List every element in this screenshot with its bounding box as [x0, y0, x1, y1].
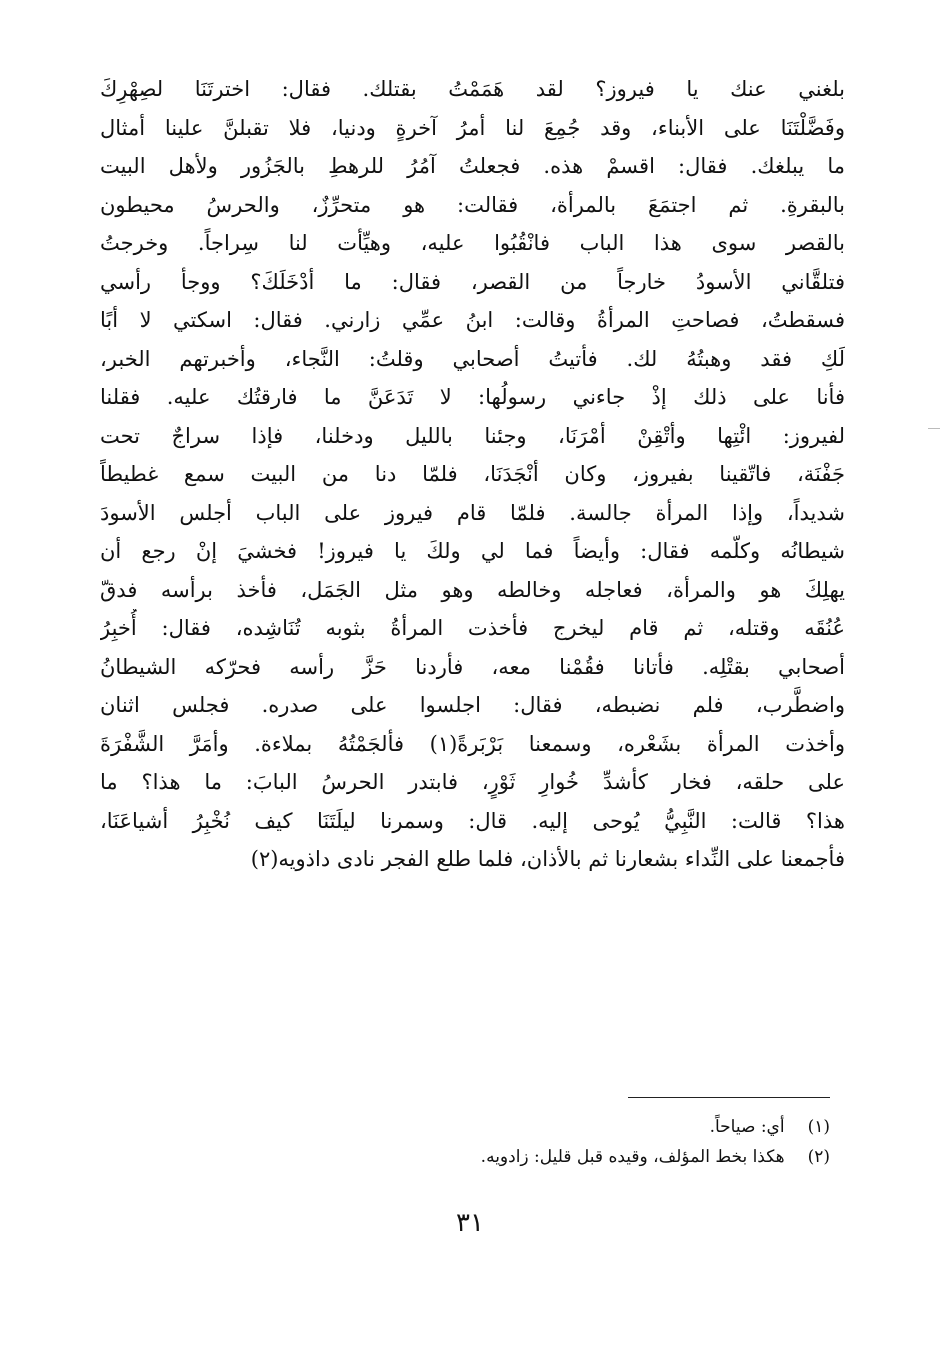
footnote-2 — [230, 1142, 830, 1172]
text-line: بالبقرةِ. ثم اجتمَعَ بالمرأة، فقالت: هو متحرِّزٌ، والحرسُ محيطون — [100, 192, 845, 217]
margin-mark — [928, 428, 940, 429]
text-line: لفيروز: ائْتِها وأتْقِنْ أمْرَنَا، وجئنا بالليل ودخلنا، فإذا سراجٌ تحت — [100, 423, 845, 448]
footnote-text: أي: صياحاً. — [709, 1117, 785, 1137]
main-text-block — [100, 70, 845, 879]
text-line: شديداً، وإذا المرأة جالسة. فلمّا قام فيروز على الباب أجلس الأسودَ — [100, 500, 845, 525]
page-number: ٣١ — [456, 1208, 484, 1238]
text-line: هذا؟ قالت: النَّبِيُّ يُوحى إليه. قال: وسمرنا ليلَتَنَا كيف نُخْبِرُ أشياعَنَا، — [100, 808, 845, 833]
text-line: لَكِ فقد وهبتُهُ لك. فأتيتُ أصحابي وقلتُ: النَّجاء، وأخبرتهم الخبر، — [100, 346, 845, 371]
text-line: فتلقَّاني الأسودُ خارجاً من القصر، فقال: ما أدْخَلَكَ؟ ووجأ رأسي — [100, 269, 845, 294]
footnote-separator — [628, 1097, 830, 1098]
text-line: فأنا على ذلك إذْ جاءني رسولُها: لا تَدَعَنَّ ما فارقتُك عليه. فقلنا — [100, 385, 845, 409]
text-line: وأخذت المرأة بشَعْره، وسمعنا بَرْبَرةً(١) فألجَمْتُهُ بملاءة. وأمَرَّ الشَّفْرَةَ — [100, 731, 845, 756]
text-line: وفَضَّلْتَنَا على الأبناء، وقد جُمِعَ لنا أمرُ آخرةٍ ودنيا، فلا تقبلنَّ علينا أمثال — [100, 115, 845, 140]
text-line: بالقصر سوى هذا الباب فانْقُبُوا عليه، وهيِّأت لنا سِراجاً. وخرجتُ — [100, 231, 845, 255]
footnote-number: (٢) — [807, 1147, 830, 1167]
text-line: فأجمعنا على النِّداء بشعارنا ثم بالأذان، فلما طلع الفجر نادى داذويه(٢) — [250, 847, 845, 871]
text-line: فسقطتُ، فصاحتِ المرأةُ وقالت: ابنُ عمِّي زارني. فقال: اسكتي لا أبًا — [100, 308, 845, 332]
text-line: يهلِكَ هو والمرأة، فعاجله وخالطه وهو مثل الجَمَل، فأخذ برأسه فدقّ — [100, 577, 845, 602]
text-line: أصحابي بقتْلِه. فأتانا فقُمْنا معه، فأردنا حَزَّ رأسه فحرّكه الشيطانُ — [100, 654, 845, 679]
footnote-1 — [230, 1112, 830, 1142]
text-line: بلغني عنك يا فيروز؟ لقد هَمَمْتُ بقتلك. فقال: اخترتَنَا لصِهْرِكَ — [100, 77, 845, 101]
text-line: جَفْنَة، فاتّقينا بفيروز، وكان أنْجَدَنَا، فلمّا دنا من البيت سمع غطيطاً — [100, 462, 845, 486]
footnotes — [230, 1112, 830, 1172]
text-line: على حلقه، فخار كأشدِّ خُوارِ ثَوْرٍ، فابتدر الحرسُ البابَ: ما هذا؟ ما — [100, 770, 845, 794]
footnote-text: هكذا بخط المؤلف، وقيده قبل قليل: زادويه. — [480, 1147, 785, 1167]
text-line: عُنُقَه وقتله، ثم قام ليخرج فأخذت المرأةُ بثوبه تُنَاشِده، فقال: أُخبِرُ — [100, 616, 845, 640]
text-line: شيطانُه وكلّمه فقال: وأيضاً فما لي ولكَ يا فيروز! فخشيَ إنْ رجع أن — [100, 539, 845, 563]
footnote-number: (١) — [807, 1117, 830, 1137]
text-line: ما يبلغك. فقال: اقسمْ هذه. فجعلتُ آمُرُ للرهطِ بالجَزُور ولأهل البيت — [100, 154, 845, 178]
text-line: واضطَّرب، فلم نضبطه، فقال: اجلسوا على صدره. فجلس اثنان — [100, 693, 845, 717]
